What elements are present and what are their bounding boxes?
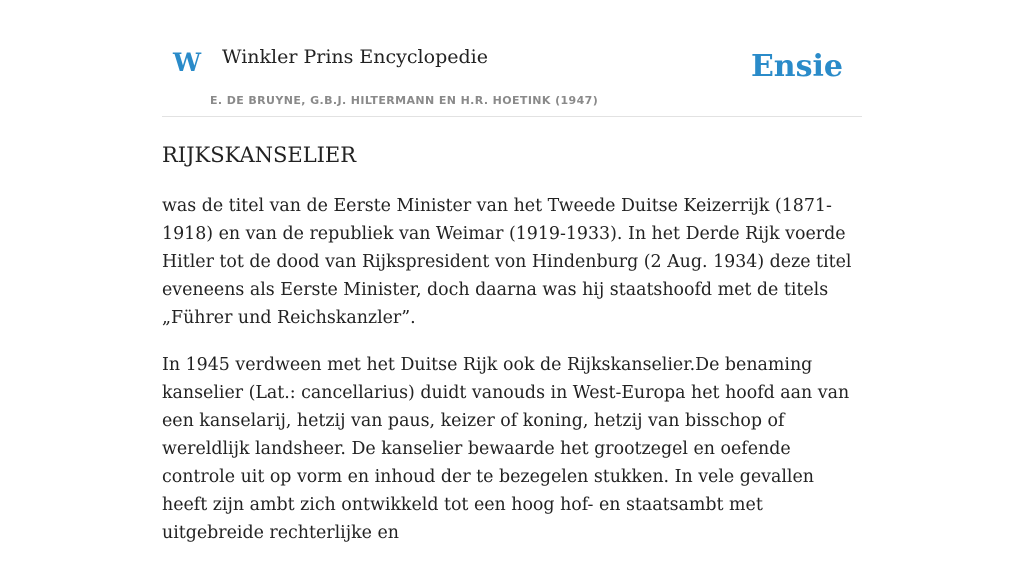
article-paragraph: In 1945 verdween met het Duitse Rijk ook de Rijkskanselier.De benaming kanselier (Lat.: cancellarius) duidt vanouds in West-Europa het hoofd aan van een kanselarij, hetzij van paus, keizer of koning, hetzij van bisschop of wereldlijk landsheer. De kanselier bewaarde het grootzegel en oefende controle uit op vorm en inhoud der te bezegelen stukken. In vele gevallen heeft zijn ambt zich ontwikkeld tot een hoog hof- en staatsambt met uitgebreide rechterlijke en xyxy=(162,355,850,543)
work-logo[interactable]: W xyxy=(173,48,202,77)
ensie-logo-link[interactable]: Ensie xyxy=(750,49,843,84)
article-paragraph: was de titel van de Eerste Minister van het Tweede Duitse Keizerrijk (1871-1918) en van de republiek van Weimar (1919-1933). In het Derde Rijk voerde Hitler tot de dood van Rijkspresident von Hindenburg (2 Aug. 1934) deze titel eveneens als Eerste Minister, doch daarna was hij staatshoofd met de titels „Führer und Reichskanzler”. xyxy=(162,196,852,328)
work-authors: E. DE BRUYNE, G.B.J. HILTERMANN EN H.R. HOETINK (1947) xyxy=(210,94,599,107)
work-title[interactable]: Winkler Prins Encyclopedie xyxy=(222,46,488,68)
article-title: RIJKSKANSELIER xyxy=(162,143,357,167)
site-header xyxy=(162,0,862,117)
article xyxy=(162,139,862,566)
